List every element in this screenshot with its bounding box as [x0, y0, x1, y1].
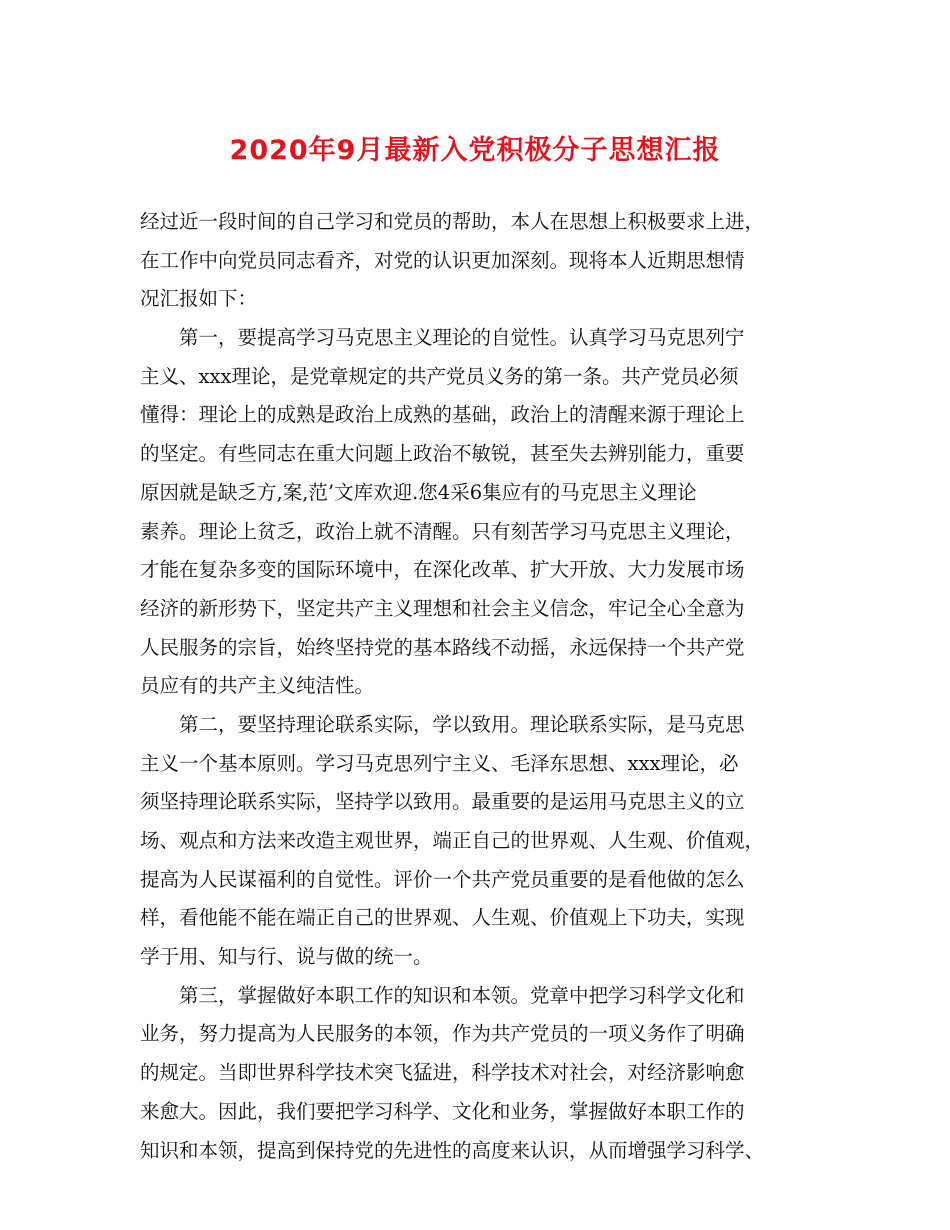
body-line: 主义一个基本原则。学习马克思列宁主义、毛泽东思想、xxx理论，必 [140, 751, 739, 775]
body-line: 主义、xxx理论，是党章规定的共产党员义务的第一条。共产党员必须 [140, 364, 739, 388]
body-line: 的坚定。有些同志在重大问题上政治不敏锐，甚至失去辨别能力，重要 [140, 442, 745, 466]
body-line: 场、观点和方法来改造主观世界，端正自己的世界观、人生观、价值观， [140, 829, 765, 852]
body-line: 第二，要坚持理论联系实际，学以致用。理论联系实际，是马克思 [140, 712, 745, 736]
body-line: 样，看他能不能在端正自己的世界观、人生观、价值观上下功夫，实现 [140, 906, 745, 930]
body-line: 业务，努力提高为人民服务的本领，作为共产党员的一项义务作了明确 [140, 1022, 745, 1046]
body-line: 懂得：理论上的成熟是政治上成熟的基础，政治上的清醒来源于理论上 [140, 403, 745, 427]
body-line: 经过近一段时间的自己学习和党员的帮助，本人在思想上积极要求上进， [140, 210, 765, 233]
body-line: 经济的新形势下，坚定共产主义理想和社会主义信念，牢记全心全意为 [140, 596, 745, 620]
body-line: 况汇报如下： [140, 287, 258, 311]
body-line: 第一，要提高学习马克思主义理论的自觉性。认真学习马克思列宁 [140, 326, 745, 350]
body-line: 才能在复杂多变的国际环境中，在深化改革、扩大开放、大力发展市场 [140, 558, 745, 582]
body-line: 员应有的共产主义纯洁性。 [140, 674, 375, 698]
body-line: 来愈大。因此，我们要把学习科学、文化和业务，掌握做好本职工作的 [140, 1099, 745, 1123]
body-line: 的规定。当即世界科学技术突飞猛进，科学技术对社会，对经济影响愈 [140, 1061, 745, 1085]
body-line: 人民服务的宗旨，始终坚持党的基本路线不动摇，永远保持一个共产党 [140, 635, 745, 659]
body-line: 在工作中向党员同志看齐，对党的认识更加深刻。现将本人近期思想情 [140, 248, 745, 272]
body-line: 第三，掌握做好本职工作的知识和本领。党章中把学习科学文化和 [140, 983, 745, 1007]
body-line: 提高为人民谋福利的自觉性。评价一个共产党员重要的是看他做的怎么 [140, 867, 745, 891]
document-title: 2020年9月最新入党积极分子思想汇报 [229, 135, 721, 166]
body-line: 学于用、知与行、说与做的统一。 [140, 945, 433, 969]
body-line: 素养。理论上贫乏，政治上就不清醒。只有刻苦学习马克思主义理论， [140, 519, 745, 543]
document-body [140, 203, 830, 1170]
body-line: 知识和本领，提高到保持党的先进性的高度来认识，从而增强学习科学、 [140, 1138, 765, 1162]
body-line: 原因就是缺乏方,案,范’文库欢迎.您4采6集应有的马克思主义理论 [140, 480, 697, 504]
body-line: 须坚持理论联系实际，坚持学以致用。最重要的是运用马克思主义的立 [140, 790, 745, 814]
